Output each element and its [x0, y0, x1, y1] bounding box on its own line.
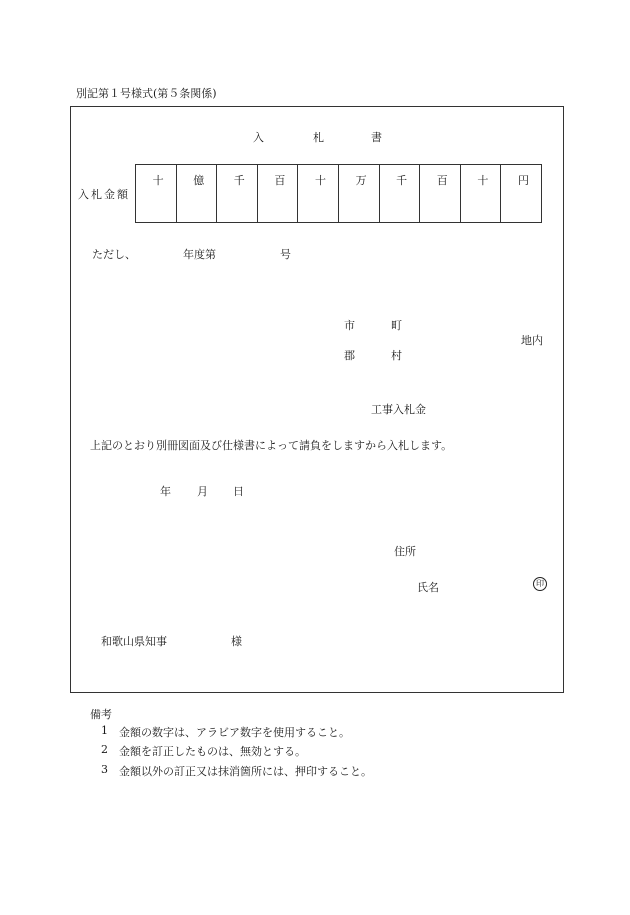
digit-unit-label: 十 — [314, 174, 326, 187]
form-number-label: 別記第１号様式(第５条関係) — [76, 87, 217, 100]
number-suffix: 号 — [280, 248, 291, 261]
digit-cell[interactable] — [338, 165, 379, 223]
digit-cell[interactable] — [420, 165, 461, 223]
note-number: 1 — [101, 724, 108, 737]
digit-cell[interactable] — [257, 165, 298, 223]
note-number: 2 — [101, 743, 108, 756]
note-text: 金額の数字は、アラビア数字を使用すること。 — [119, 726, 350, 739]
note-number: 3 — [101, 763, 108, 776]
digit-cell[interactable] — [176, 165, 217, 223]
digit-unit-label: 百 — [274, 174, 286, 187]
form-title-char-1: 入 — [253, 131, 264, 144]
digit-cell[interactable] — [501, 165, 542, 223]
digit-unit-label: 千 — [233, 174, 245, 187]
digit-unit-label: 千 — [396, 174, 408, 187]
notes-title: 備考 — [90, 708, 112, 721]
date-day-label: 日 — [233, 485, 244, 498]
digit-unit-label: 十 — [477, 174, 489, 187]
address-label: 住所 — [394, 545, 416, 558]
district-gun-label: 郡 — [344, 349, 355, 362]
tadashi-text: ただし、 — [92, 248, 136, 261]
digit-cell[interactable] — [460, 165, 501, 223]
digit-cell[interactable] — [298, 165, 339, 223]
note-text: 金額以外の訂正又は抹消箇所には、押印すること。 — [119, 765, 372, 778]
form-title-char-3: 書 — [371, 131, 382, 144]
digit-cell[interactable] — [217, 165, 258, 223]
digit-cell[interactable] — [379, 165, 420, 223]
bid-amount-label: 入札金額 — [78, 188, 130, 201]
bid-statement: 上記のとおり別冊図面及び仕様書によって請負をしますから入札します。 — [90, 439, 453, 452]
honorific-sama: 様 — [231, 635, 242, 648]
name-label: 氏名 — [417, 581, 439, 594]
fiscal-year-label: 年度第 — [183, 248, 216, 261]
note-text: 金額を訂正したものは、無効とする。 — [119, 745, 306, 758]
bid-amount-grid — [135, 164, 542, 223]
date-year-label: 年 — [160, 485, 171, 498]
digit-unit-label: 百 — [436, 174, 448, 187]
digit-unit-label: 十 — [152, 174, 164, 187]
digit-unit-label: 円 — [517, 174, 529, 187]
date-month-label: 月 — [197, 485, 208, 498]
digit-unit-label: 億 — [193, 174, 205, 187]
form-title-char-2: 札 — [313, 131, 324, 144]
village-mura-label: 村 — [391, 349, 402, 362]
digit-cell[interactable] — [136, 165, 177, 223]
town-machi-label: 町 — [391, 319, 402, 332]
work-bid-label: 工事入札金 — [371, 403, 426, 416]
city-shi-label: 市 — [344, 319, 355, 332]
addressee-label: 和歌山県知事 — [101, 635, 167, 648]
digit-unit-label: 万 — [355, 174, 367, 187]
chinai-label: 地内 — [521, 334, 543, 347]
seal-mark-icon: 印 — [533, 577, 547, 591]
